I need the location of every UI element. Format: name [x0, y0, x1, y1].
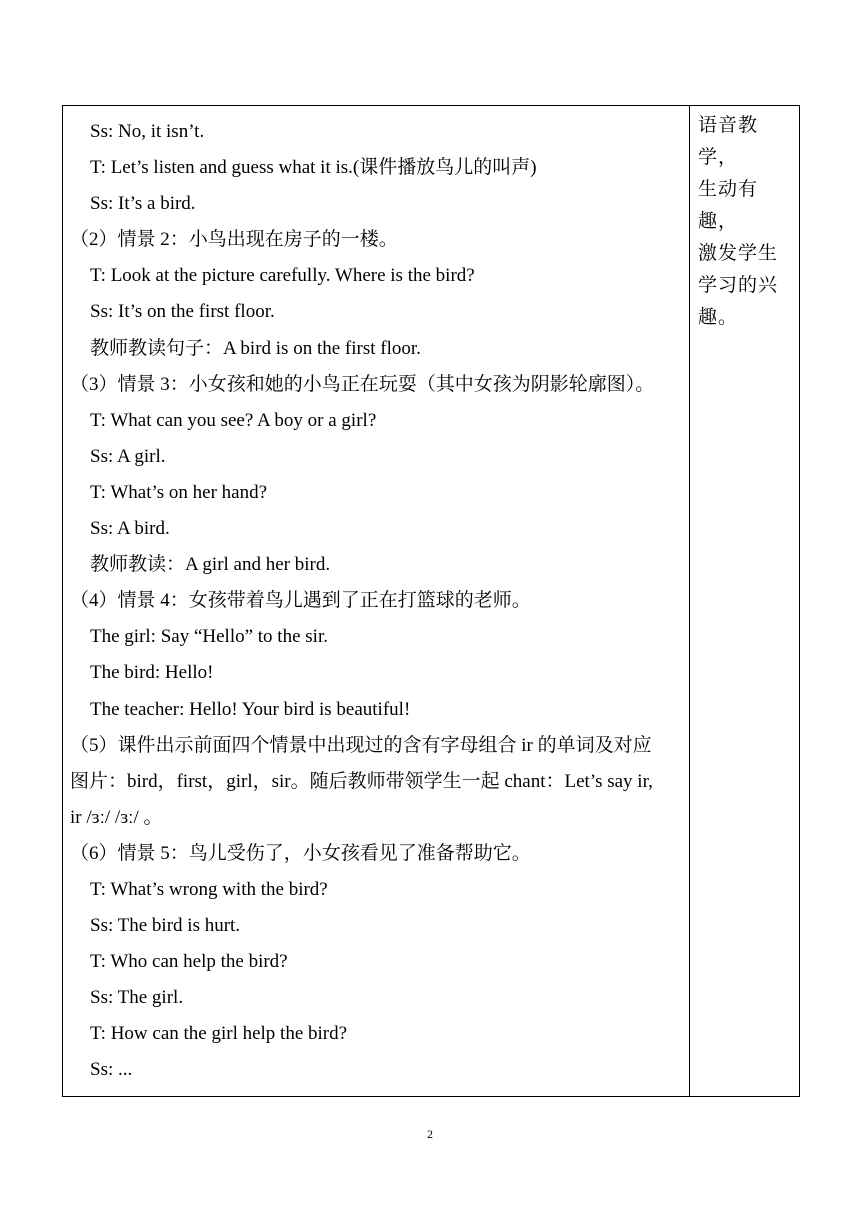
- lesson-line: T: Look at the picture carefully. Where is the bird?: [90, 265, 475, 287]
- lesson-line: （5）课件出示前面四个情景中出现过的含有字母组合 ir 的单词及对应: [70, 734, 652, 756]
- lesson-line: Ss: A girl.: [90, 445, 166, 467]
- lesson-line: The bird: Hello!: [90, 662, 214, 684]
- lesson-line: Ss: The girl.: [90, 987, 184, 1009]
- lesson-line: Ss: ...: [90, 1059, 133, 1081]
- note-line: 语音教学，: [698, 115, 759, 168]
- lesson-line: T: Let’s listen and guess what it is.(课件播放鸟儿的叫声): [90, 157, 537, 179]
- lesson-line: （2）情景 2：小鸟出现在房子的一楼。: [70, 229, 398, 251]
- lesson-line: Ss: It’s on the first floor.: [90, 301, 275, 323]
- note-line: 激发学生: [698, 243, 779, 264]
- lesson-line: T: What’s wrong with the bird?: [90, 878, 328, 900]
- lesson-line: （6）情景 5：鸟儿受伤了，小女孩看见了准备帮助它。: [70, 842, 531, 864]
- lesson-line: T: What can you see? A boy or a girl?: [90, 409, 377, 431]
- note-line: 生动有趣，: [698, 179, 759, 232]
- lesson-line: 教师教读：A girl and her bird.: [90, 554, 331, 576]
- note-line: 学习的兴: [698, 275, 779, 296]
- lesson-line: T: What’s on her hand?: [90, 481, 268, 503]
- lesson-line: The girl: Say “Hello” to the sir.: [90, 626, 328, 648]
- table-row: [63, 106, 800, 1097]
- lesson-line: 教师教读句子：A bird is on the first floor.: [90, 337, 421, 359]
- lesson-line: （4）情景 4：女孩带着鸟儿遇到了正在打篮球的老师。: [70, 590, 531, 612]
- lesson-line: 图片：bird，first，girl，sir。随后教师带领学生一起 chant：Let’s say ir,: [70, 770, 653, 792]
- note-line: 趣。: [698, 307, 739, 328]
- lesson-content-cell: [63, 106, 690, 1097]
- lesson-line: T: How can the girl help the bird?: [90, 1023, 348, 1045]
- design-intent-text: [690, 106, 799, 334]
- lesson-line: Ss: No, it isn’t.: [90, 121, 205, 142]
- lesson-line: The teacher: Hello! Your bird is beautiful!: [90, 698, 411, 720]
- lesson-line: （3）情景 3：小女孩和她的小鸟正在玩耍（其中女孩为阴影轮廓图）。: [70, 373, 655, 395]
- lesson-line: T: Who can help the bird?: [90, 951, 288, 973]
- lesson-lines: [63, 106, 689, 1089]
- lesson-line: ir /ɜː/ /ɜː/ 。: [70, 806, 163, 828]
- page-number: 2: [427, 1127, 433, 1141]
- lesson-line: Ss: The bird is hurt.: [90, 915, 241, 937]
- lesson-line: Ss: A bird.: [90, 518, 170, 540]
- design-intent-cell: [690, 106, 800, 1097]
- lesson-table: [62, 105, 800, 1097]
- lesson-line: Ss: It’s a bird.: [90, 193, 196, 215]
